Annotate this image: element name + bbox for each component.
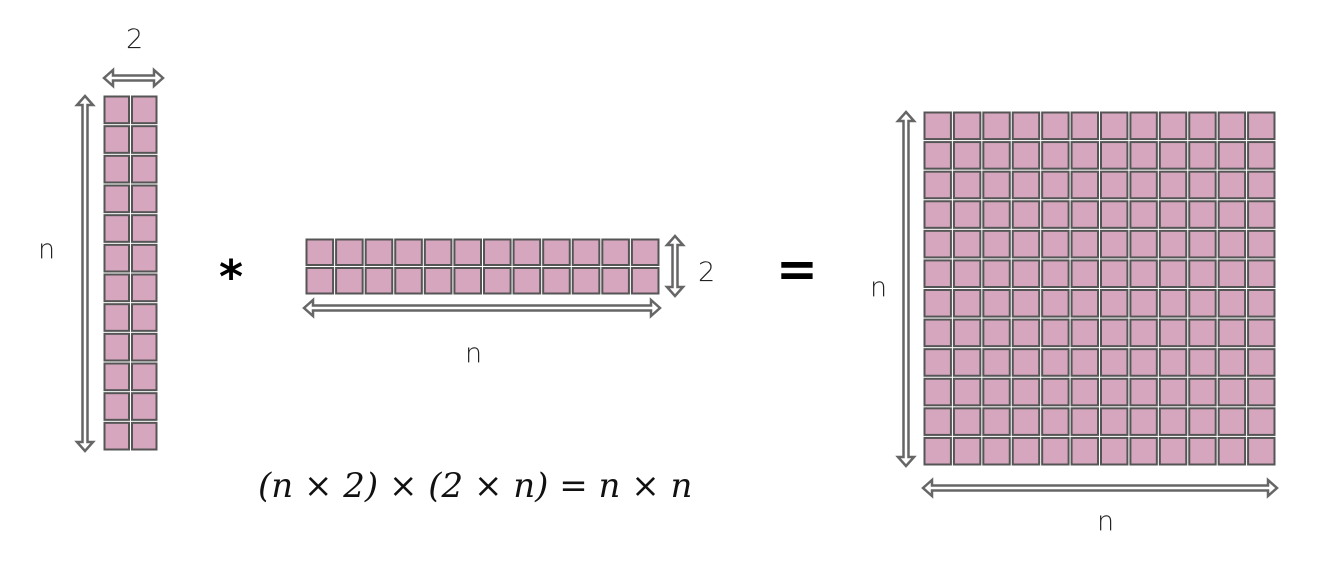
right-matrix-cell	[925, 408, 951, 435]
right-matrix-cell	[1219, 379, 1245, 406]
right-matrix-cell	[983, 408, 1009, 435]
right-matrix-cell	[954, 320, 980, 347]
right-matrix-cell	[1189, 172, 1215, 199]
right-matrix-cell	[1189, 290, 1215, 317]
right-matrix-cell	[1160, 438, 1186, 465]
right-matrix-cell	[1160, 231, 1186, 258]
right-matrix-cell	[1101, 142, 1127, 169]
right-matrix-cell	[1248, 231, 1274, 258]
right-matrix-cell	[1072, 290, 1098, 317]
right-matrix-cell	[954, 172, 980, 199]
left-matrix-cell	[132, 393, 157, 420]
right-matrix-cell	[954, 349, 980, 376]
right-matrix-cell	[925, 113, 951, 140]
middle-matrix-cell	[454, 268, 481, 294]
left-matrix-cell	[132, 275, 157, 302]
right-matrix-cell	[1130, 349, 1156, 376]
right-matrix-cell	[1072, 260, 1098, 287]
left-matrix-height-label: n	[38, 234, 56, 265]
left-matrix-cell	[105, 156, 130, 183]
middle-matrix-width-label: n	[465, 338, 483, 369]
left-matrix-cell	[105, 97, 130, 124]
right-matrix-cell	[1042, 408, 1068, 435]
right-matrix-cell	[1248, 320, 1274, 347]
right-matrix-cell	[1101, 320, 1127, 347]
right-matrix-cell	[1013, 408, 1039, 435]
right-matrix-cell	[1101, 438, 1127, 465]
right-matrix-cell	[1248, 290, 1274, 317]
right-matrix-cell	[1248, 408, 1274, 435]
right-matrix-cell	[983, 438, 1009, 465]
left-matrix-cell	[132, 215, 157, 242]
left-matrix-cell	[105, 215, 130, 242]
multiply-sign: *	[219, 250, 244, 304]
right-matrix-cell	[1219, 290, 1245, 317]
equals-sign: =	[776, 240, 818, 298]
right-matrix-cell	[1072, 142, 1098, 169]
right-matrix-cell	[1160, 408, 1186, 435]
right-matrix-cell	[1219, 260, 1245, 287]
right-matrix-cell	[1248, 438, 1274, 465]
left-matrix-cell	[132, 156, 157, 183]
right-matrix-cell	[1013, 201, 1039, 228]
right-matrix-cell	[1219, 172, 1245, 199]
right-matrix-cell	[1013, 349, 1039, 376]
right-matrix-cell	[1072, 320, 1098, 347]
right-matrix-cell	[1101, 379, 1127, 406]
right-matrix-cell	[1042, 379, 1068, 406]
left-matrix-height-arrow	[77, 96, 93, 451]
right-matrix-cell	[1013, 438, 1039, 465]
right-matrix-cell	[1219, 438, 1245, 465]
right-matrix-cell	[1130, 231, 1156, 258]
right-matrix-cell	[1189, 113, 1215, 140]
right-matrix-height-label: n	[870, 272, 888, 303]
right-matrix-cell	[1248, 172, 1274, 199]
right-matrix-cell	[1042, 349, 1068, 376]
right-matrix-cell	[1189, 320, 1215, 347]
right-matrix-cell	[1042, 260, 1068, 287]
middle-matrix-cell	[514, 268, 541, 294]
right-matrix-cell	[1248, 201, 1274, 228]
right-matrix-cell	[1189, 349, 1215, 376]
right-matrix-cell	[954, 408, 980, 435]
right-matrix-cell	[1189, 379, 1215, 406]
right-matrix-cell	[1219, 408, 1245, 435]
right-matrix-cell	[1160, 349, 1186, 376]
right-matrix-cell	[1160, 172, 1186, 199]
middle-matrix-cell	[484, 268, 511, 294]
right-matrix-cell	[1189, 201, 1215, 228]
right-matrix-cell	[1042, 320, 1068, 347]
right-matrix-cell	[1013, 142, 1039, 169]
middle-matrix-cell	[602, 240, 629, 266]
right-matrix-cell	[954, 231, 980, 258]
right-matrix-cell	[1219, 349, 1245, 376]
right-matrix-height-arrow	[898, 112, 914, 466]
right-matrix-cell	[1101, 231, 1127, 258]
right-matrix-cell	[925, 349, 951, 376]
middle-matrix-cell	[543, 268, 570, 294]
right-matrix-cell	[954, 113, 980, 140]
right-matrix-cell	[1189, 231, 1215, 258]
right-matrix-cell	[1101, 290, 1127, 317]
right-matrix-cell	[1013, 260, 1039, 287]
right-matrix-cell	[1248, 113, 1274, 140]
right-matrix-cell	[1130, 142, 1156, 169]
middle-matrix-cell	[366, 240, 393, 266]
right-matrix-cell	[925, 320, 951, 347]
right-matrix-cell	[1072, 231, 1098, 258]
right-matrix-cell	[1101, 260, 1127, 287]
right-matrix-cell	[1042, 142, 1068, 169]
right-matrix-cell	[1248, 260, 1274, 287]
right-matrix-cell	[925, 201, 951, 228]
right-matrix-cell	[925, 231, 951, 258]
right-matrix-cell	[1219, 320, 1245, 347]
right-matrix-cell	[1130, 172, 1156, 199]
right-matrix-cell	[1219, 201, 1245, 228]
left-matrix-cell	[132, 334, 157, 361]
right-matrix-cell	[1160, 320, 1186, 347]
right-matrix-cell	[1160, 379, 1186, 406]
right-matrix-cell	[1130, 201, 1156, 228]
right-matrix-cell	[983, 260, 1009, 287]
middle-matrix-width-arrow	[304, 300, 660, 316]
right-matrix-cell	[983, 201, 1009, 228]
right-matrix-cell	[1042, 201, 1068, 228]
right-matrix-cell	[1013, 231, 1039, 258]
left-matrix-cell	[132, 245, 157, 272]
right-matrix-cell	[1042, 290, 1068, 317]
left-matrix-cell	[105, 423, 130, 450]
right-matrix-cell	[1072, 201, 1098, 228]
middle-matrix-cell	[454, 240, 481, 266]
middle-matrix-cell	[425, 240, 452, 266]
middle-matrix-cell	[395, 268, 422, 294]
right-matrix-cell	[1130, 260, 1156, 287]
left-matrix-cell	[105, 334, 130, 361]
middle-matrix-cell	[543, 240, 570, 266]
right-matrix-cell	[1219, 113, 1245, 140]
right-matrix-cell	[1072, 379, 1098, 406]
right-matrix-width-arrow	[923, 480, 1277, 496]
middle-matrix-cell	[307, 240, 334, 266]
left-matrix-cell	[105, 364, 130, 391]
right-matrix-cell	[983, 113, 1009, 140]
middle-matrix-grid	[307, 240, 659, 294]
right-matrix-cell	[1219, 142, 1245, 169]
left-matrix-cell	[132, 364, 157, 391]
right-matrix-cell	[1072, 349, 1098, 376]
right-matrix-cell	[1248, 142, 1274, 169]
middle-matrix-cell	[602, 268, 629, 294]
right-matrix-cell	[1219, 231, 1245, 258]
middle-matrix-cell	[632, 268, 659, 294]
left-matrix-cell	[105, 304, 130, 331]
right-matrix-cell	[954, 438, 980, 465]
right-matrix-cell	[1101, 113, 1127, 140]
right-matrix-cell	[1160, 201, 1186, 228]
middle-matrix-cell	[307, 268, 334, 294]
left-matrix-cell	[105, 393, 130, 420]
right-matrix-cell	[1101, 172, 1127, 199]
right-matrix-cell	[925, 142, 951, 169]
left-matrix-cell	[105, 275, 130, 302]
right-matrix-cell	[1189, 142, 1215, 169]
right-matrix-cell	[954, 260, 980, 287]
right-matrix-cell	[1072, 113, 1098, 140]
middle-matrix-height-label: 2	[698, 257, 716, 288]
right-matrix-cell	[954, 142, 980, 169]
left-matrix-width-label: 2	[126, 24, 144, 55]
left-matrix-cell	[132, 97, 157, 124]
right-matrix-cell	[925, 379, 951, 406]
right-matrix-cell	[1130, 379, 1156, 406]
middle-matrix-cell	[484, 240, 511, 266]
right-matrix-cell	[1101, 349, 1127, 376]
right-matrix-cell	[983, 379, 1009, 406]
left-matrix-width-arrow	[104, 70, 163, 86]
right-matrix-cell	[1042, 231, 1068, 258]
left-matrix-cell	[105, 186, 130, 213]
right-matrix-cell	[1130, 438, 1156, 465]
middle-matrix-cell	[514, 240, 541, 266]
right-matrix-cell	[983, 231, 1009, 258]
middle-matrix-cell	[632, 240, 659, 266]
right-matrix-cell	[1013, 320, 1039, 347]
right-matrix-cell	[1189, 260, 1215, 287]
right-matrix-cell	[1160, 142, 1186, 169]
right-matrix-cell	[1013, 172, 1039, 199]
right-matrix-cell	[954, 379, 980, 406]
left-matrix-cell	[105, 126, 130, 153]
middle-matrix-cell	[336, 268, 363, 294]
right-matrix-cell	[1130, 113, 1156, 140]
right-matrix-width-label: n	[1097, 506, 1115, 537]
right-matrix-cell	[1042, 172, 1068, 199]
middle-matrix-cell	[395, 240, 422, 266]
right-matrix-cell	[1013, 379, 1039, 406]
right-matrix-cell	[1160, 113, 1186, 140]
middle-matrix-cell	[573, 240, 600, 266]
middle-matrix-height-arrow	[667, 236, 683, 296]
right-matrix-cell	[1101, 408, 1127, 435]
right-matrix-cell	[1248, 349, 1274, 376]
middle-matrix-cell	[336, 240, 363, 266]
middle-matrix-cell	[366, 268, 393, 294]
right-matrix-cell	[925, 260, 951, 287]
left-matrix-cell	[132, 126, 157, 153]
right-matrix-cell	[1013, 113, 1039, 140]
middle-matrix-cell	[425, 268, 452, 294]
right-matrix-cell	[954, 290, 980, 317]
right-matrix-cell	[1101, 201, 1127, 228]
right-matrix-cell	[1072, 408, 1098, 435]
left-matrix-cell	[132, 304, 157, 331]
right-matrix-cell	[1160, 260, 1186, 287]
right-matrix-cell	[1248, 379, 1274, 406]
left-matrix-cell	[132, 423, 157, 450]
right-matrix-cell	[1072, 438, 1098, 465]
right-matrix-cell	[925, 290, 951, 317]
right-matrix-cell	[1160, 290, 1186, 317]
dimension-equation: (n × 2) × (2 × n) = n × n	[258, 466, 693, 506]
right-matrix-cell	[983, 320, 1009, 347]
right-matrix-cell	[1130, 320, 1156, 347]
right-matrix-cell	[1013, 290, 1039, 317]
left-matrix-cell	[105, 245, 130, 272]
right-matrix-cell	[1042, 113, 1068, 140]
left-matrix-cell	[132, 186, 157, 213]
right-matrix-cell	[1189, 408, 1215, 435]
right-matrix-cell	[1072, 172, 1098, 199]
right-matrix-cell	[983, 290, 1009, 317]
right-matrix-cell	[983, 172, 1009, 199]
right-matrix-cell	[983, 349, 1009, 376]
right-matrix-cell	[1042, 438, 1068, 465]
right-matrix-grid	[925, 113, 1275, 465]
right-matrix-cell	[925, 172, 951, 199]
right-matrix-cell	[1189, 438, 1215, 465]
right-matrix-cell	[954, 201, 980, 228]
middle-matrix-cell	[573, 268, 600, 294]
right-matrix-cell	[1130, 408, 1156, 435]
right-matrix-cell	[925, 438, 951, 465]
right-matrix-cell	[983, 142, 1009, 169]
right-matrix-cell	[1130, 290, 1156, 317]
left-matrix-grid	[105, 97, 157, 450]
